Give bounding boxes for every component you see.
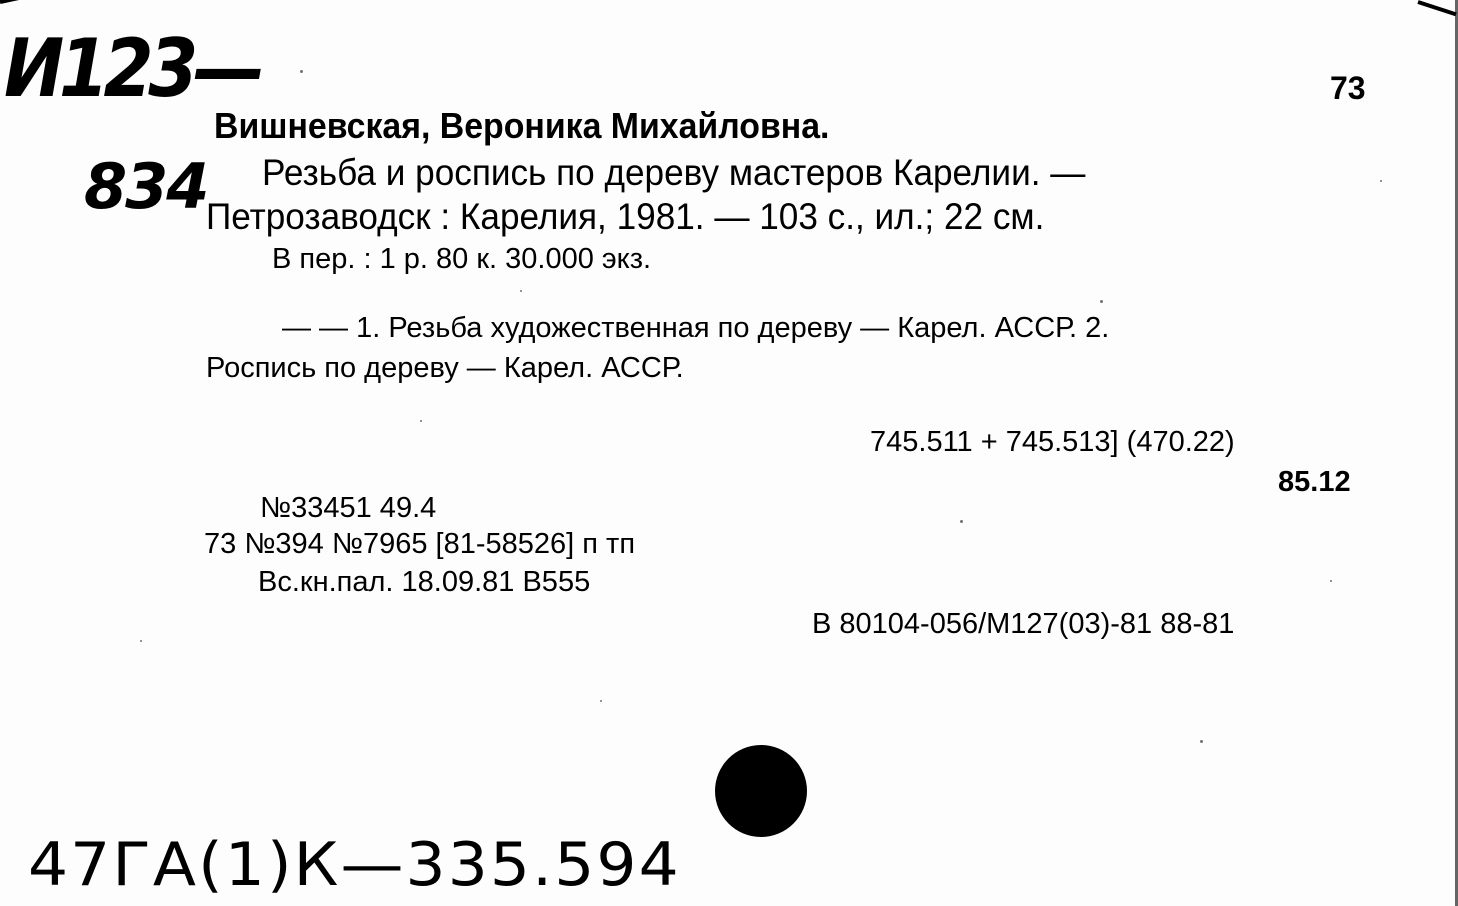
top-left-edge-mark bbox=[0, 0, 40, 4]
scan-noise-speck bbox=[1330, 580, 1332, 582]
scan-noise-speck bbox=[420, 420, 422, 422]
punch-hole bbox=[715, 745, 807, 837]
registry-line-2: 73 №394 №7965 [81-58526] п тп bbox=[204, 528, 636, 560]
book-title-line-1: Резьба и роспись по дереву мастеров Карелии. — bbox=[262, 152, 1086, 193]
top-right-edge-mark bbox=[1417, 0, 1456, 16]
book-title-line-2: Петрозаводск : Карелия, 1981. — 103 с., ил.; 22 см. bbox=[206, 196, 1045, 237]
scan-noise-speck bbox=[960, 520, 963, 523]
publisher-code: В 80104-056/М127(03)-81 88-81 bbox=[812, 608, 1235, 640]
subject-headings-line-2: Роспись по дереву — Карел. АССР. bbox=[206, 352, 684, 384]
page-number: 73 bbox=[1330, 70, 1366, 106]
scan-noise-speck bbox=[1200, 740, 1203, 743]
scan-noise-speck bbox=[140, 640, 142, 642]
registry-line-1: №33451 49.4 bbox=[260, 492, 437, 524]
scan-noise-speck bbox=[1380, 180, 1382, 182]
scan-noise-speck bbox=[520, 290, 522, 292]
scan-noise-speck bbox=[600, 700, 602, 702]
author-name: Вишневская, Вероника Михайловна. bbox=[214, 105, 830, 146]
price-and-print-run: В пер. : 1 р. 80 к. 30.000 экз. bbox=[272, 243, 652, 275]
scan-noise-speck bbox=[1100, 300, 1103, 303]
registry-line-3: Вс.кн.пал. 18.09.81 В555 bbox=[258, 566, 591, 598]
classification-index-secondary: 85.12 bbox=[1278, 466, 1351, 498]
handwritten-shelf-mark: И123— bbox=[4, 22, 260, 115]
handwritten-shelf-number: 834 bbox=[84, 150, 208, 223]
handwritten-inventory-number: 47ГА(1)К—335.594 bbox=[28, 830, 681, 900]
scan-noise-speck bbox=[300, 70, 303, 73]
subject-headings-line-1: — — 1. Резьба художественная по дереву — Карел. АССР. 2. bbox=[282, 312, 1110, 344]
classification-index: 745.511 + 745.513] (470.22) bbox=[870, 426, 1235, 458]
